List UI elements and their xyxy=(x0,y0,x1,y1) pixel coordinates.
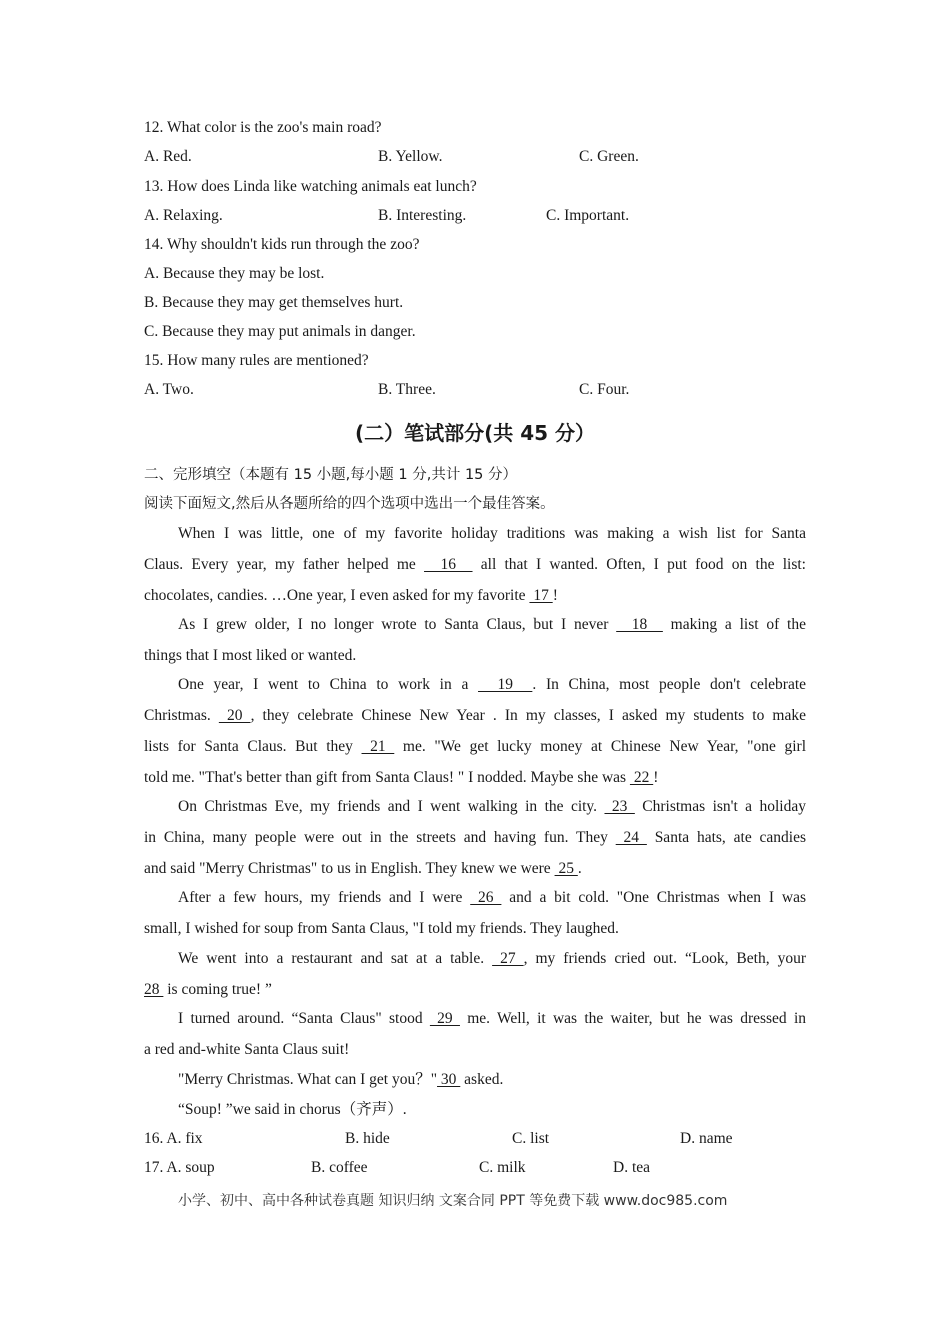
cloze-instruction: 阅读下面短文,然后从各题所给的四个选项中选出一个最佳答案。 xyxy=(144,496,555,512)
passage-text: small, I wished for soup from Santa Claus, "I told my friends. They laughed. xyxy=(144,920,619,937)
passage-text: We went into a restaurant and sat at a table. xyxy=(178,950,493,967)
option: C. Important. xyxy=(546,207,630,224)
cloze-blank: 30 xyxy=(437,1071,461,1088)
option: B. Three. xyxy=(378,381,436,398)
option: C. list xyxy=(512,1130,550,1147)
passage-text: and said "Merry Christmas" to us in English. They knew we were xyxy=(144,860,555,877)
passage-line xyxy=(144,706,806,726)
passage-line xyxy=(178,888,806,908)
cloze-blank: 23 xyxy=(604,798,635,815)
cloze-heading: 二、完形填空（本题有 15 小题,每小题 1 分,共计 15 分） xyxy=(144,467,517,483)
cloze-blank: 29 xyxy=(429,1010,460,1027)
passage-text: When I was little, one of my favorite holiday traditions was making a wish list for Santa xyxy=(178,525,806,542)
option: B. Because they may get themselves hurt. xyxy=(144,294,404,311)
passage-text: lists for Santa Claus. But they xyxy=(144,738,362,755)
option: B. Yellow. xyxy=(378,148,443,165)
cloze-blank: 16 xyxy=(424,556,473,573)
question-13: 13. How does Linda like watching animals eat lunch? xyxy=(144,178,477,195)
option: C. Four. xyxy=(579,381,630,398)
option: A. Because they may be lost. xyxy=(144,265,325,282)
option: A. Two. xyxy=(144,381,194,398)
option: B. coffee xyxy=(311,1159,368,1176)
cloze-blank: 26 xyxy=(470,889,502,906)
option: A. Red. xyxy=(144,148,192,165)
option: D. name xyxy=(680,1130,733,1147)
passage-line xyxy=(178,615,806,635)
option: B. Interesting. xyxy=(378,207,467,224)
passage-text: me. Well, it was the waiter, but he was dressed in xyxy=(459,1010,807,1027)
footer-ad: 小学、初中、高中各种试卷真题 知识归纳 文案合同 PPT 等免费下载 www.doc985.com xyxy=(178,1193,728,1209)
passage-text: a red and-white Santa Claus suit! xyxy=(144,1041,350,1058)
section-title: (二）笔试部分(共 45 分） xyxy=(354,421,596,445)
passage-text: is coming true! ” xyxy=(163,981,272,998)
cloze-blank: 17 xyxy=(529,587,553,604)
passage-text: making a list of the xyxy=(662,616,806,633)
option: D. tea xyxy=(613,1159,651,1176)
passage-text: After a few hours, my friends and I were xyxy=(178,889,471,906)
passage-text: As I grew older, I no longer wrote to Santa Claus, but I never xyxy=(178,616,617,633)
option: 16. A. fix xyxy=(144,1130,203,1147)
passage-text: ! xyxy=(653,769,659,786)
passage-text: , my friends cried out. “Look, Beth, your xyxy=(523,950,806,967)
question-12: 12. What color is the zoo's main road? xyxy=(144,119,382,136)
passage-line xyxy=(144,737,806,757)
passage-text: Christmas. xyxy=(144,707,219,724)
passage-line xyxy=(144,828,806,848)
passage-text: . In China, most people don't celebrate xyxy=(532,676,807,693)
cloze-blank: 25 xyxy=(554,860,578,877)
passage-line xyxy=(144,768,806,788)
option: C. Because they may put animals in danger. xyxy=(144,323,416,340)
passage-line xyxy=(144,555,806,575)
passage-text: chocolates, candies. …One year, I even asked for my favorite xyxy=(144,587,530,604)
cloze-blank: 27 xyxy=(492,950,524,967)
option: B. hide xyxy=(345,1130,390,1147)
option: 17. A. soup xyxy=(144,1159,215,1176)
passage-text: I turned around. “Santa Claus" stood xyxy=(178,1010,430,1027)
passage-text: "Merry Christmas. What can I get you？" xyxy=(178,1071,438,1088)
cloze-blank: 20 xyxy=(218,707,251,724)
passage-line xyxy=(144,980,806,1000)
question-14: 14. Why shouldn't kids run through the zoo? xyxy=(144,236,420,253)
option: C. Green. xyxy=(579,148,639,165)
passage-text: . xyxy=(577,860,582,877)
passage-line xyxy=(144,646,806,666)
passage-text: , they celebrate Chinese New Year . In my classes, I asked my students to make xyxy=(250,707,806,724)
passage-text: in China, many people were out in the streets and having fun. They xyxy=(144,829,616,846)
passage-line xyxy=(178,1100,806,1120)
cloze-blank: 19 xyxy=(478,676,533,693)
passage-text: ! xyxy=(552,587,558,604)
cloze-blank: 28 xyxy=(144,981,164,998)
passage-line xyxy=(178,675,806,695)
passage-text: On Christmas Eve, my friends and I went walking in the city. xyxy=(178,798,605,815)
cloze-blank: 24 xyxy=(615,829,647,846)
passage-text: Claus. Every year, my father helped me xyxy=(144,556,425,573)
passage-text: things that I most liked or wanted. xyxy=(144,647,357,664)
passage-text: One year, I went to China to work in a xyxy=(178,676,479,693)
cloze-blank: 21 xyxy=(361,738,395,755)
passage-line xyxy=(178,949,806,969)
passage-line xyxy=(144,919,806,939)
passage-line xyxy=(144,586,806,606)
passage-text: me. "We get lucky money at Chinese New Year, "one girl xyxy=(394,738,807,755)
passage-line xyxy=(144,859,806,879)
passage-line xyxy=(178,1070,806,1090)
option: A. Relaxing. xyxy=(144,207,223,224)
passage-line xyxy=(178,524,806,544)
option: C. milk xyxy=(479,1159,526,1176)
passage-line xyxy=(178,1009,806,1029)
question-15: 15. How many rules are mentioned? xyxy=(144,352,369,369)
passage-text: Santa hats, ate candies xyxy=(646,829,807,846)
passage-text: “Soup! ”we said in chorus（齐声）. xyxy=(178,1101,407,1118)
passage-text: and a bit cold. "One Christmas when I was xyxy=(501,889,807,906)
passage-line xyxy=(144,1040,806,1060)
passage-text: told me. "That's better than gift from Santa Claus! " I nodded. Maybe she was xyxy=(144,769,630,786)
passage-text: asked. xyxy=(460,1071,504,1088)
cloze-blank: 18 xyxy=(616,616,663,633)
passage-text: Christmas isn't a holiday xyxy=(634,798,806,815)
passage-text: all that I wanted. Often, I put food on the list: xyxy=(472,556,806,573)
cloze-blank: 22 xyxy=(629,769,654,786)
passage-line xyxy=(178,797,806,817)
